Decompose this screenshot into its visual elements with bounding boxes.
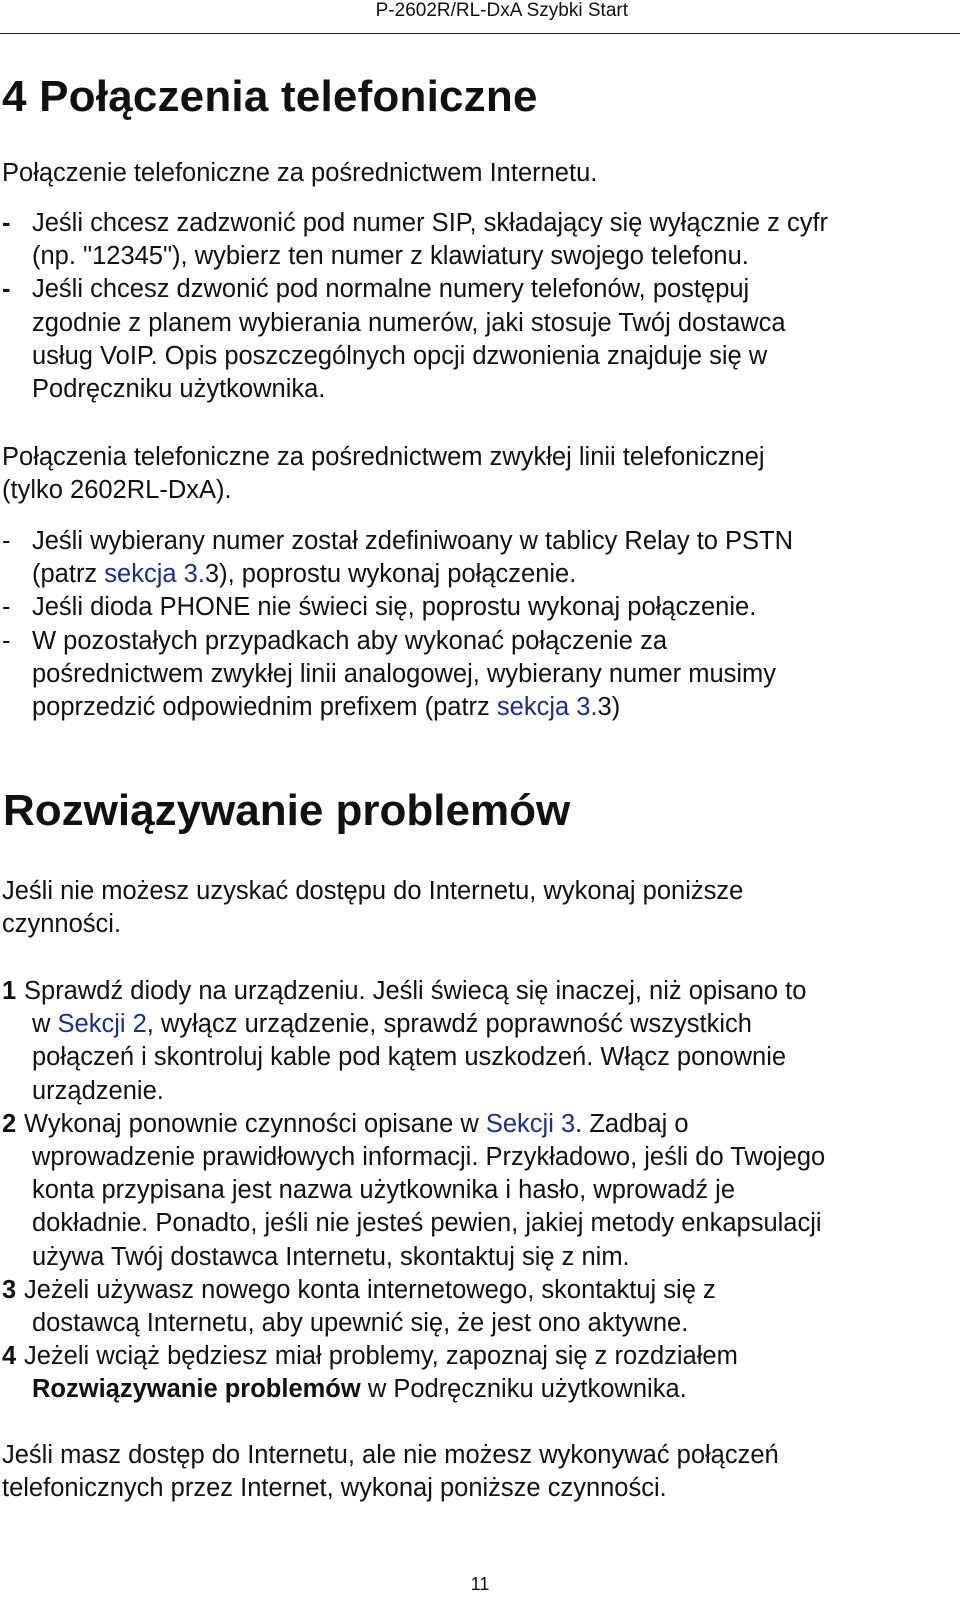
- list-bullet: -: [2, 275, 11, 304]
- step-number: 3: [2, 1275, 17, 1304]
- section-link[interactable]: Sekcji 3: [485, 1109, 576, 1138]
- step-item: [2, 1340, 825, 1406]
- list-item-line: Jeśli wybierany numer został zdefiniwoany w tablicy Relay to PSTN: [32, 527, 794, 555]
- list-item-line: [32, 558, 793, 591]
- pstn-intro-line: Połączenia telefoniczne za pośrednictwem zwykłej linii telefonicznej: [2, 443, 765, 471]
- header-divider: [0, 33, 960, 34]
- section-link[interactable]: sekcja 3.: [104, 560, 205, 589]
- step-item: [2, 975, 825, 1108]
- list-item: [2, 273, 828, 406]
- outro-line: telefonicznych przez Internet, wykonaj poniższe czynności.: [2, 1474, 667, 1503]
- list-dash: -: [2, 527, 11, 555]
- list-item-line: Jeśli chcesz dzwonić pod normalne numery telefonów, postępuj: [32, 275, 750, 304]
- list-dash: -: [2, 593, 11, 622]
- text-span: 3): [597, 693, 621, 722]
- step-line: Jeżeli wciąż będziesz miał problemy, zapoznaj się z rozdziałem: [24, 1342, 738, 1371]
- text-span: poprzedzić odpowiednim prefixem (patrz: [32, 693, 497, 722]
- step-number: 4: [2, 1342, 17, 1371]
- text-span: 3), poprostu wykonaj połączenie.: [204, 560, 577, 589]
- pstn-intro-line: (tylko 2602RL-DxA).: [2, 476, 232, 505]
- text-span: , wyłącz urządzenie, sprawdź poprawność wszystkich: [146, 1010, 752, 1039]
- list-item-line: Podręczniku użytkownika.: [32, 375, 326, 404]
- outro-line: Jeśli masz dostęp do Internetu, ale nie możesz wykonywać połączeń: [2, 1441, 779, 1469]
- list-item-line: Jeśli chcesz zadzwonić pod numer SIP, składający się wyłącznie z cyfr: [32, 209, 829, 237]
- step-line: wprowadzenie prawidłowych informacji. Przykładowo, jeśli do Twojego: [32, 1143, 826, 1172]
- step-item: [2, 1108, 825, 1274]
- section-link[interactable]: sekcja 3.: [496, 693, 598, 722]
- step-line: [24, 1108, 825, 1141]
- step-line: [32, 1373, 825, 1406]
- step-line: dostawcą Internetu, aby upewnić się, że jest ono aktywne.: [32, 1309, 689, 1338]
- pstn-calls-list: [2, 525, 793, 724]
- step-line: dokładnie. Ponadto, jeśli nie jesteś pewien, jakiej metody enkapsulacji: [32, 1209, 822, 1238]
- phone-calls-heading: 4 Połączenia telefoniczne: [2, 72, 538, 121]
- internet-calls-list: [2, 207, 828, 406]
- list-bullet: -: [2, 209, 11, 237]
- step-line: konta przypisana jest nazwa użytkownika i hasło, wprowadź je: [32, 1176, 736, 1205]
- step-item: [2, 1274, 825, 1340]
- list-item-line: zgodnie z planem wybierania numerów, jaki stosuje Twój dostawca: [32, 308, 786, 337]
- step-line: używa Twój dostawca Internetu, skontaktuj się z nim.: [32, 1242, 630, 1271]
- list-item: [2, 591, 793, 624]
- page-number: 11: [470, 1574, 490, 1594]
- list-item: [2, 207, 828, 273]
- intro-line: Jeśli nie możesz uzyskać dostępu do Internetu, wykonaj poniższe: [2, 877, 744, 905]
- troubleshooting-outro: [2, 1439, 779, 1505]
- pstn-calls-intro: [2, 441, 765, 507]
- troubleshooting-heading: Rozwiązywanie problemów: [3, 786, 571, 835]
- text-span: Wykonaj ponownie czynności opisane w: [24, 1109, 486, 1138]
- running-header: P-2602R/RL-DxA Szybki Start: [375, 0, 628, 21]
- list-item-line: usług VoIP. Opis poszczególnych opcji dzwonienia znajduje się w: [32, 341, 768, 370]
- internet-calls-intro: Połączenie telefoniczne za pośrednictwem Internetu.: [2, 159, 598, 187]
- list-item-line: pośrednictwem zwykłej linii analogowej, wybierany numer musimy: [32, 659, 777, 688]
- step-line: Sprawdź diody na urządzeniu. Jeśli świecą się inaczej, niż opisano to: [24, 977, 807, 1005]
- list-item-line: W pozostałych przypadkach aby wykonać połączenie za: [32, 626, 667, 655]
- list-item: [2, 525, 793, 591]
- step-line: [32, 1008, 825, 1041]
- list-item-line: Jeśli dioda PHONE nie świeci się, poprostu wykonaj połączenie.: [32, 593, 757, 622]
- step-number: 2: [2, 1109, 17, 1138]
- text-span: w: [32, 1010, 58, 1039]
- troubleshooting-steps: [2, 975, 825, 1407]
- text-span: . Zadbaj o: [575, 1109, 689, 1138]
- text-span: (patrz: [32, 560, 105, 589]
- list-dash: -: [2, 626, 11, 655]
- intro-line: czynności.: [2, 910, 122, 939]
- list-item-line: (np. "12345"), wybierz ten numer z klawiatury swojego telefonu.: [32, 242, 749, 271]
- bold-reference: Rozwiązywanie problemów: [32, 1375, 361, 1404]
- section-link[interactable]: Sekcji 2: [57, 1010, 147, 1039]
- list-item: [2, 625, 793, 725]
- text-span: w Podręczniku użytkownika.: [360, 1375, 687, 1404]
- step-number: 1: [2, 977, 17, 1005]
- step-line: urządzenie.: [32, 1076, 164, 1105]
- step-line: połączeń i skontroluj kable pod kątem uszkodzeń. Włącz ponownie: [32, 1043, 787, 1072]
- step-line: Jeżeli używasz nowego konta internetowego, skontaktuj się z: [24, 1275, 716, 1304]
- list-item-line: [32, 691, 793, 724]
- troubleshooting-intro: [2, 875, 743, 941]
